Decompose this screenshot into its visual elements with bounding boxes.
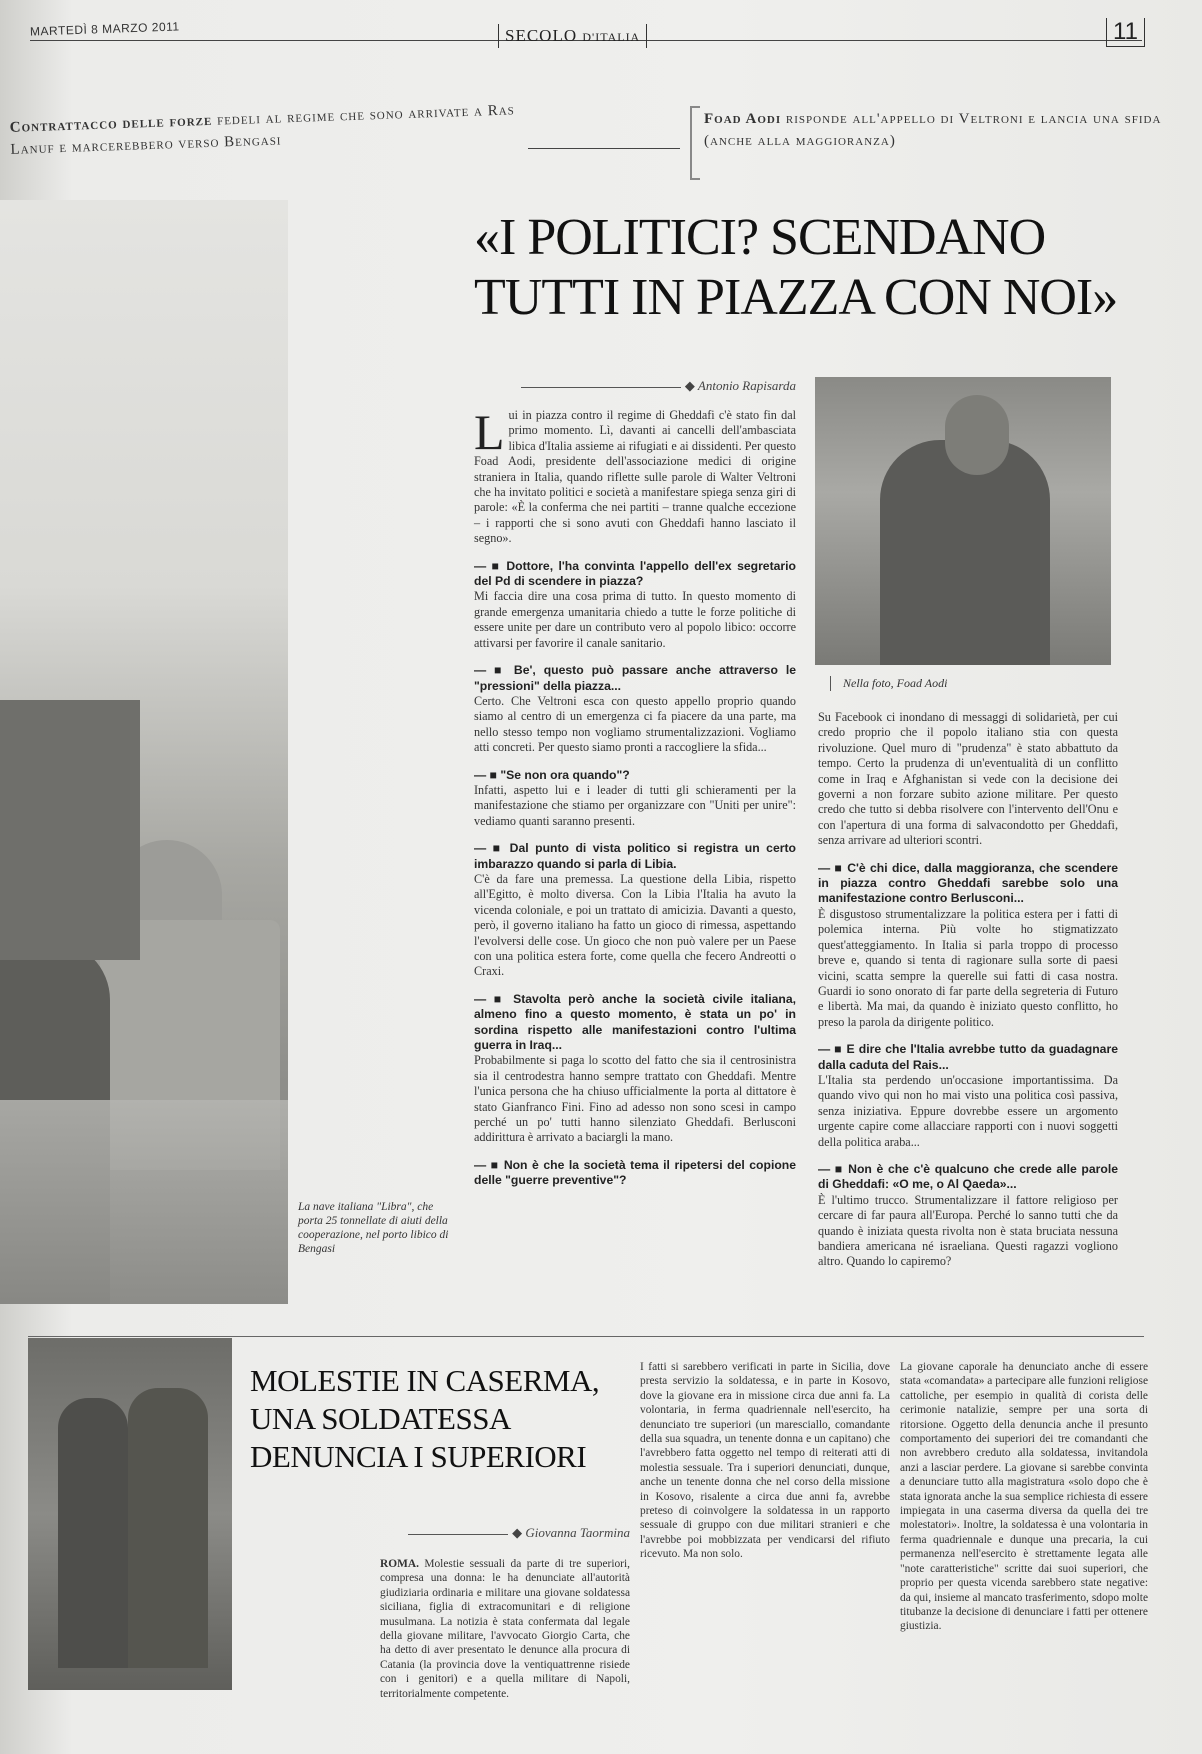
second-column-3 — [900, 1360, 1148, 1634]
aodi-figure — [880, 440, 1050, 665]
answer-7: È disgustoso strumentalizzare la politica estera per i fatti di polemica interna. Più volte ho stigmatizzato quest'atteggiamento. In Italia si parla troppo di processo breve e, quando si tenta di ragionare sulla sorte di paesi vicini, scatta sempre la querelle sui fatti di casa nostra. Guardi io sono onorato di far parte della segreteria di Futuro e libertà. Ma mai, da quando è iniziato questo conflitto, ho preso la parola da dirigente politico. — [818, 906, 1118, 1029]
aodi-head — [945, 395, 1009, 475]
kicker-left — [9, 99, 520, 161]
second-author-name: Giovanna Taormina — [525, 1525, 630, 1540]
paper-name: SECOLO — [505, 26, 578, 45]
question-7: — ■ C'è chi dice, dalla maggioranza, che scendere in piazza contro Gheddafi sarebbe solo una manifestazione contro Berlusconi... — [818, 861, 1118, 907]
second-byline: ◆ Giovanna Taormina — [380, 1525, 630, 1541]
intro-paragraph — [474, 404, 796, 547]
second-column-1 — [380, 1557, 630, 1701]
second-headline-line2: UNA SOLDATESSA — [250, 1401, 511, 1436]
answer-8: L'Italia sta perdendo un'occasione importantissima. Da quando vivo qui non ho mai visto una politica così passiva, senza iniziativa. Eppure dovrebbe essere un argomento urgente capire come allacciare rapporti con i nuovi soggetti della politica araba... — [818, 1072, 1118, 1149]
question-8: — ■ E dire che l'Italia avrebbe tutto da guadagnare dalla caduta del Rais... — [818, 1042, 1118, 1073]
ship-photo — [0, 200, 288, 1304]
kicker-divider — [528, 148, 680, 149]
soldier-figure-1 — [58, 1398, 128, 1668]
kicker-left-text: fedeli al regime che sono arrivate a Ras Lanuf e marcerebbero verso Bengasi — [10, 102, 516, 158]
question-2: — ■ Be', questo può passare anche attraverso le "pressioni" della piazza... — [474, 663, 796, 694]
answer-6: Su Facebook ci inondano di messaggi di solidarietà, per cui credo proprio che il popolo italiano stia con questa rivoluzione. Quel muro di "prudenza" è stato abbattuto da tempo. Certo la prudenza di un'eventualità di un conflitto come in Iraq e Afghanistan si vede con la decisione dei governi a non forzare subito azione militare. Per questo credo che tutto si debba risolvere con l'intervento dell'Onu e con l'apertura di una forma di salvacondotto per Gheddafi, senza arrivare ad ulteriori scontri. — [818, 710, 1118, 848]
answer-5: Probabilmente si paga lo scotto del fatto che sia il centrosinistra sia il centrodestra hanno sempre trattato con Gheddafi. Mentre l'unica persona che ha chiuso ufficialmente la porta al dittatore è stato Gianfranco Fini. Fino ad adesso non sono scesi in campo perché un po' tutti hanno silenziato Gheddafi. Berlusconi addirittura è arrivato a baciargli la mano. — [474, 1053, 796, 1145]
second-headline-line1: MOLESTIE IN CASERMA, — [250, 1363, 600, 1398]
intro-text: ui in piazza contro il regime di Gheddafi c'è stato fin dal primo momento. Lì, davanti ai cancelli dell'ambasciata libica d'Italia assieme ai rifugiati e ai dissidenti. Per questo Foad Aodi, presidente dell'associazione medici di origine straniera in Italia, quando riflette sulle parole di Walter Veltroni che ha invitato politici e società a manifestare spiega senza giri di parole: «È la conferma che nei partiti – tranne qualche eccezione – i rapporti che si sono avuti con Gheddafi hanno lasciato il segno». — [474, 408, 796, 546]
header-date: MARTEDÌ 8 MARZO 2011 — [29, 19, 180, 39]
soldiers-photo — [28, 1338, 232, 1690]
main-headline — [474, 208, 1174, 328]
kicker-bracket — [690, 106, 700, 180]
interview-column-1 — [474, 404, 797, 1189]
answer-3: Infatti, aspetto lui e i leader di tutti gli schieramenti per la manifestazione che stiamo per organizzare con "Uniti per unire": vediamo quanti saranno presenti. — [474, 782, 796, 828]
answer-4: C'è da fare una premessa. La questione della Libia, rispetto all'Egitto, è molto diversa. Con la Libia l'Italia ha avuto la vicenda coloniale, e poi un trattato di amicizia. Davanti a questo, però, il governo italiano ha fatto un gioco di rimessa, aspettando l'evolversi delle cose. Un gioco che non può valere per un Paese con una politica estera forte, come quella che fecero Andreotti o Craxi. — [474, 871, 796, 979]
question-4: — ■ Dal punto di vista politico si registra un certo imbarazzo quando si parla di Libia. — [474, 841, 796, 872]
page-number: 11 — [1106, 18, 1145, 47]
author-name: Antonio Rapisarda — [697, 378, 796, 393]
second-para-2: I fatti si sarebbero verificati in parte in Sicilia, dove presta servizio la soldatessa, e in parte in Kosovo, dove la giovane era in missione circa due anni fa. La volontaria, in ferma quadriennale nell'esercito, ha denunciato tre superiori (un maresciallo, comandante della sua squadra, un tenente donna e un capitano) che l'avrebbero fatta oggetto nel tempo di reiterati atti di molestia sessuale. Tra i superiori denunciati, dunque, anche un tenente donna che nel corso della missione in Kosovo, risalente a circa due anni fa, avrebbe preteso di coinvolgere la soldatessa in un rapporto sessuale di gruppo con due militari stranieri e che l'avrebbe poi mobbizzata per vendicarsi del rifiuto ricevuto. Ma non solo. — [640, 1361, 890, 1561]
main-headline-line1: «I POLITICI? SCENDANO — [474, 209, 1046, 266]
paper-name-small: D'ITALIA — [582, 30, 641, 44]
second-headline — [250, 1362, 630, 1476]
harbor-water — [0, 1100, 288, 1304]
question-5: — ■ Stavolta però anche la società civile italiana, almeno fino a questo momento, è stata un po' in sordina rispetto alle manifestazioni contro l'ultima guerra in Iraq... — [474, 992, 796, 1054]
second-para-3: La giovane caporale ha denunciato anche di essere stata «comandata» a partecipare alle funzioni religiose cattoliche, per esempio in qualità di corista delle cerimonie natalizie, sempre per una sorta di ritorsione. Oggetto della denuncia anche il presunto comportamento dei superiori dei tre comandanti che non avrebbero creduto alla soldatessa, invitandola anzi a lasciar perdere. La giovane si sarebbe convinta a denunciare tutto alla magistratura «solo dopo che è stata ignorata anche la sua semplice richiesta di essere impiegata in una caserma diversa da quella dei tre molestatori». Inoltre, la soldatessa è una volontaria in ferma quadriennale e dunque una precaria, la cui permanenza nell'esercito è strettamente legata alle "note caratteristiche" scritte dai suoi superiori, che proprio per questa vicenda sarebbero state negative: da qui, insieme al mancato trasferimento, sdopo molte titubanze la decisione di denunciare i fatti per ottenere giustizia. — [900, 1361, 1148, 1633]
ship-superstructure — [0, 700, 140, 960]
kicker-right-text: risponde all'appello di Veltroni e lancia una sfida (anche alla maggioranza) — [704, 111, 1162, 149]
byline: ◆ Antonio Rapisarda — [474, 378, 796, 394]
main-headline-line2: TUTTI IN PIAZZA CON NOI» — [474, 269, 1118, 326]
second-headline-line3: DENUNCIA I SUPERIORI — [250, 1439, 587, 1474]
answer-2: Certo. Che Veltroni esca con questo appello proprio quando siamo al centro di un emergenza ci fa piacere da una parte, ma nello stesso tempo non vogliamo strumentalizzazioni. Vogliamo atti concreti. Per questo siamo pronti a raccogliere la sfida... — [474, 693, 796, 755]
second-text-1: Molestie sessuali da parte di tre superiori, compresa una donna: le ha denunciate all'autorità giudiziaria ordinaria e militare una giovane soldatessa siciliana, figlia di extracomunitari e di religione musulmana. La notizia è stata confermata dal legale della giovane militare, l'avvocato Giorgio Carta, che ha detto di aver presentato le denunce alla procura di Catania (la provincia dove la ventiquattrenne risiede con i genitori) e a quella militare di Napoli, territorialmente competente. — [380, 1558, 630, 1700]
question-1: — ■ Dottore, l'ha convinta l'appello dell'ex segretario del Pd di scendere in piazza? — [474, 559, 796, 590]
second-column-2 — [640, 1360, 890, 1562]
byline-rule — [521, 387, 681, 388]
kicker-right-bold: Foad Aodi — [704, 111, 782, 127]
question-9: — ■ Non è che c'è qualcuno che crede alle parole di Gheddafi: «O me, o Al Qaeda»... — [818, 1162, 1118, 1193]
second-byline-rule — [408, 1534, 508, 1535]
kicker-left-bold: Contrattacco delle forze — [9, 112, 213, 136]
question-3: — ■ "Se non ora quando"? — [474, 768, 796, 783]
answer-9: È l'ultimo trucco. Strumentalizzare il fattore religioso per cercare di far paura all'Europa. Perché lo sanno tutti che da quando è iniziata questa rivolta non è stata bruciata nessuna bandiera americana né israeliana. Questi ragazzi vogliono altro. Quando lo capiremo? — [818, 1192, 1118, 1269]
second-para-1 — [380, 1557, 630, 1701]
kicker-right — [690, 108, 1174, 152]
ship-caption: La nave italiana "Libra", che porta 25 tonnellate di aiuti della cooperazione, nel porto libico di Bengasi — [298, 1201, 449, 1255]
drop-cap: L — [474, 404, 505, 460]
interview-column-2 — [818, 710, 1118, 1270]
aodi-caption: Nella foto, Foad Aodi — [830, 676, 1103, 691]
question-6: — ■ Non è che la società tema il ripetersi del copione delle "guerre preventive"? — [474, 1158, 796, 1189]
article-separator — [28, 1336, 1144, 1337]
header-paper-name — [498, 24, 647, 48]
soldier-figure-2 — [128, 1388, 208, 1668]
answer-1: Mi faccia dire una cosa prima di tutto. In questo momento di grande emergenza umanitaria chiedo a tutte le forze politiche di essere unite per dare un contributo vero al popolo libico: occorre attivarsi per favorire il canale sanitario. — [474, 589, 796, 650]
dateline: ROMA. — [380, 1558, 419, 1570]
